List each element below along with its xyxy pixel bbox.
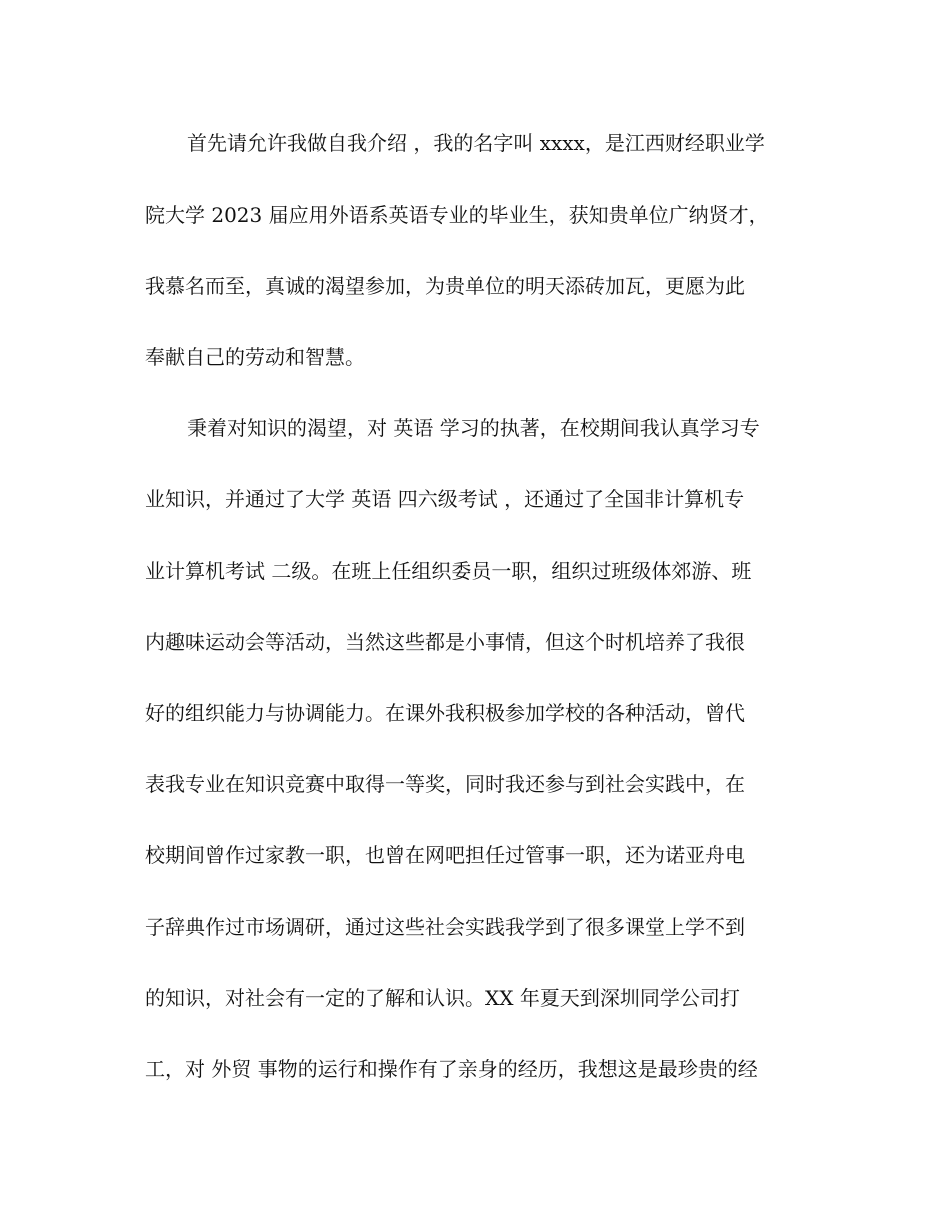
text-line: 首先请允许我做自我介绍 ，我的名字叫 xxxx，是江西财经职业学 bbox=[187, 131, 765, 155]
text-line: 院大学 2023 届应用外语系英语专业的毕业生，获知贵单位广纳贤才， bbox=[145, 203, 769, 227]
text-line: 工，对 外贸 事物的运行和操作有了亲身的经历，我想这是最珍贵的经 bbox=[145, 1057, 758, 1081]
text-line: 表我专业在知识竞赛中取得一等奖，同时我还参与到社会实践中，在 bbox=[145, 772, 745, 796]
text-line: 秉着对知识的渴望，对 英语 学习的执著，在校期间我认真学习专 bbox=[187, 416, 760, 440]
text-line: 校期间曾作过家教一职，也曾在网吧担任过管事一职，还为诺亚舟电 bbox=[145, 843, 745, 867]
text-line: 奉献自己的劳动和智慧。 bbox=[145, 345, 365, 369]
text-line: 业计算机考试 二级。在班上任组织委员一职，组织过班级体郊游、班 bbox=[145, 559, 752, 583]
text-line: 的知识，对社会有一定的了解和认识。XX 年夏天到深圳同学公司打 bbox=[145, 986, 740, 1010]
text-line: 业知识，并通过了大学 英语 四六级考试 ，还通过了全国非计算机专 bbox=[145, 487, 745, 511]
text-line: 子辞典作过市场调研，通过这些社会实践我学到了很多课堂上学不到 bbox=[145, 915, 745, 939]
text-line: 内趣味运动会等活动，当然这些都是小事情，但这个时机培养了我很 bbox=[145, 630, 745, 654]
text-line: 我慕名而至，真诚的渴望参加，为贵单位的明天添砖加瓦，更愿为此 bbox=[145, 274, 745, 298]
text-line: 好的组织能力与协调能力。在课外我积极参加学校的各种活动，曾代 bbox=[145, 701, 745, 725]
